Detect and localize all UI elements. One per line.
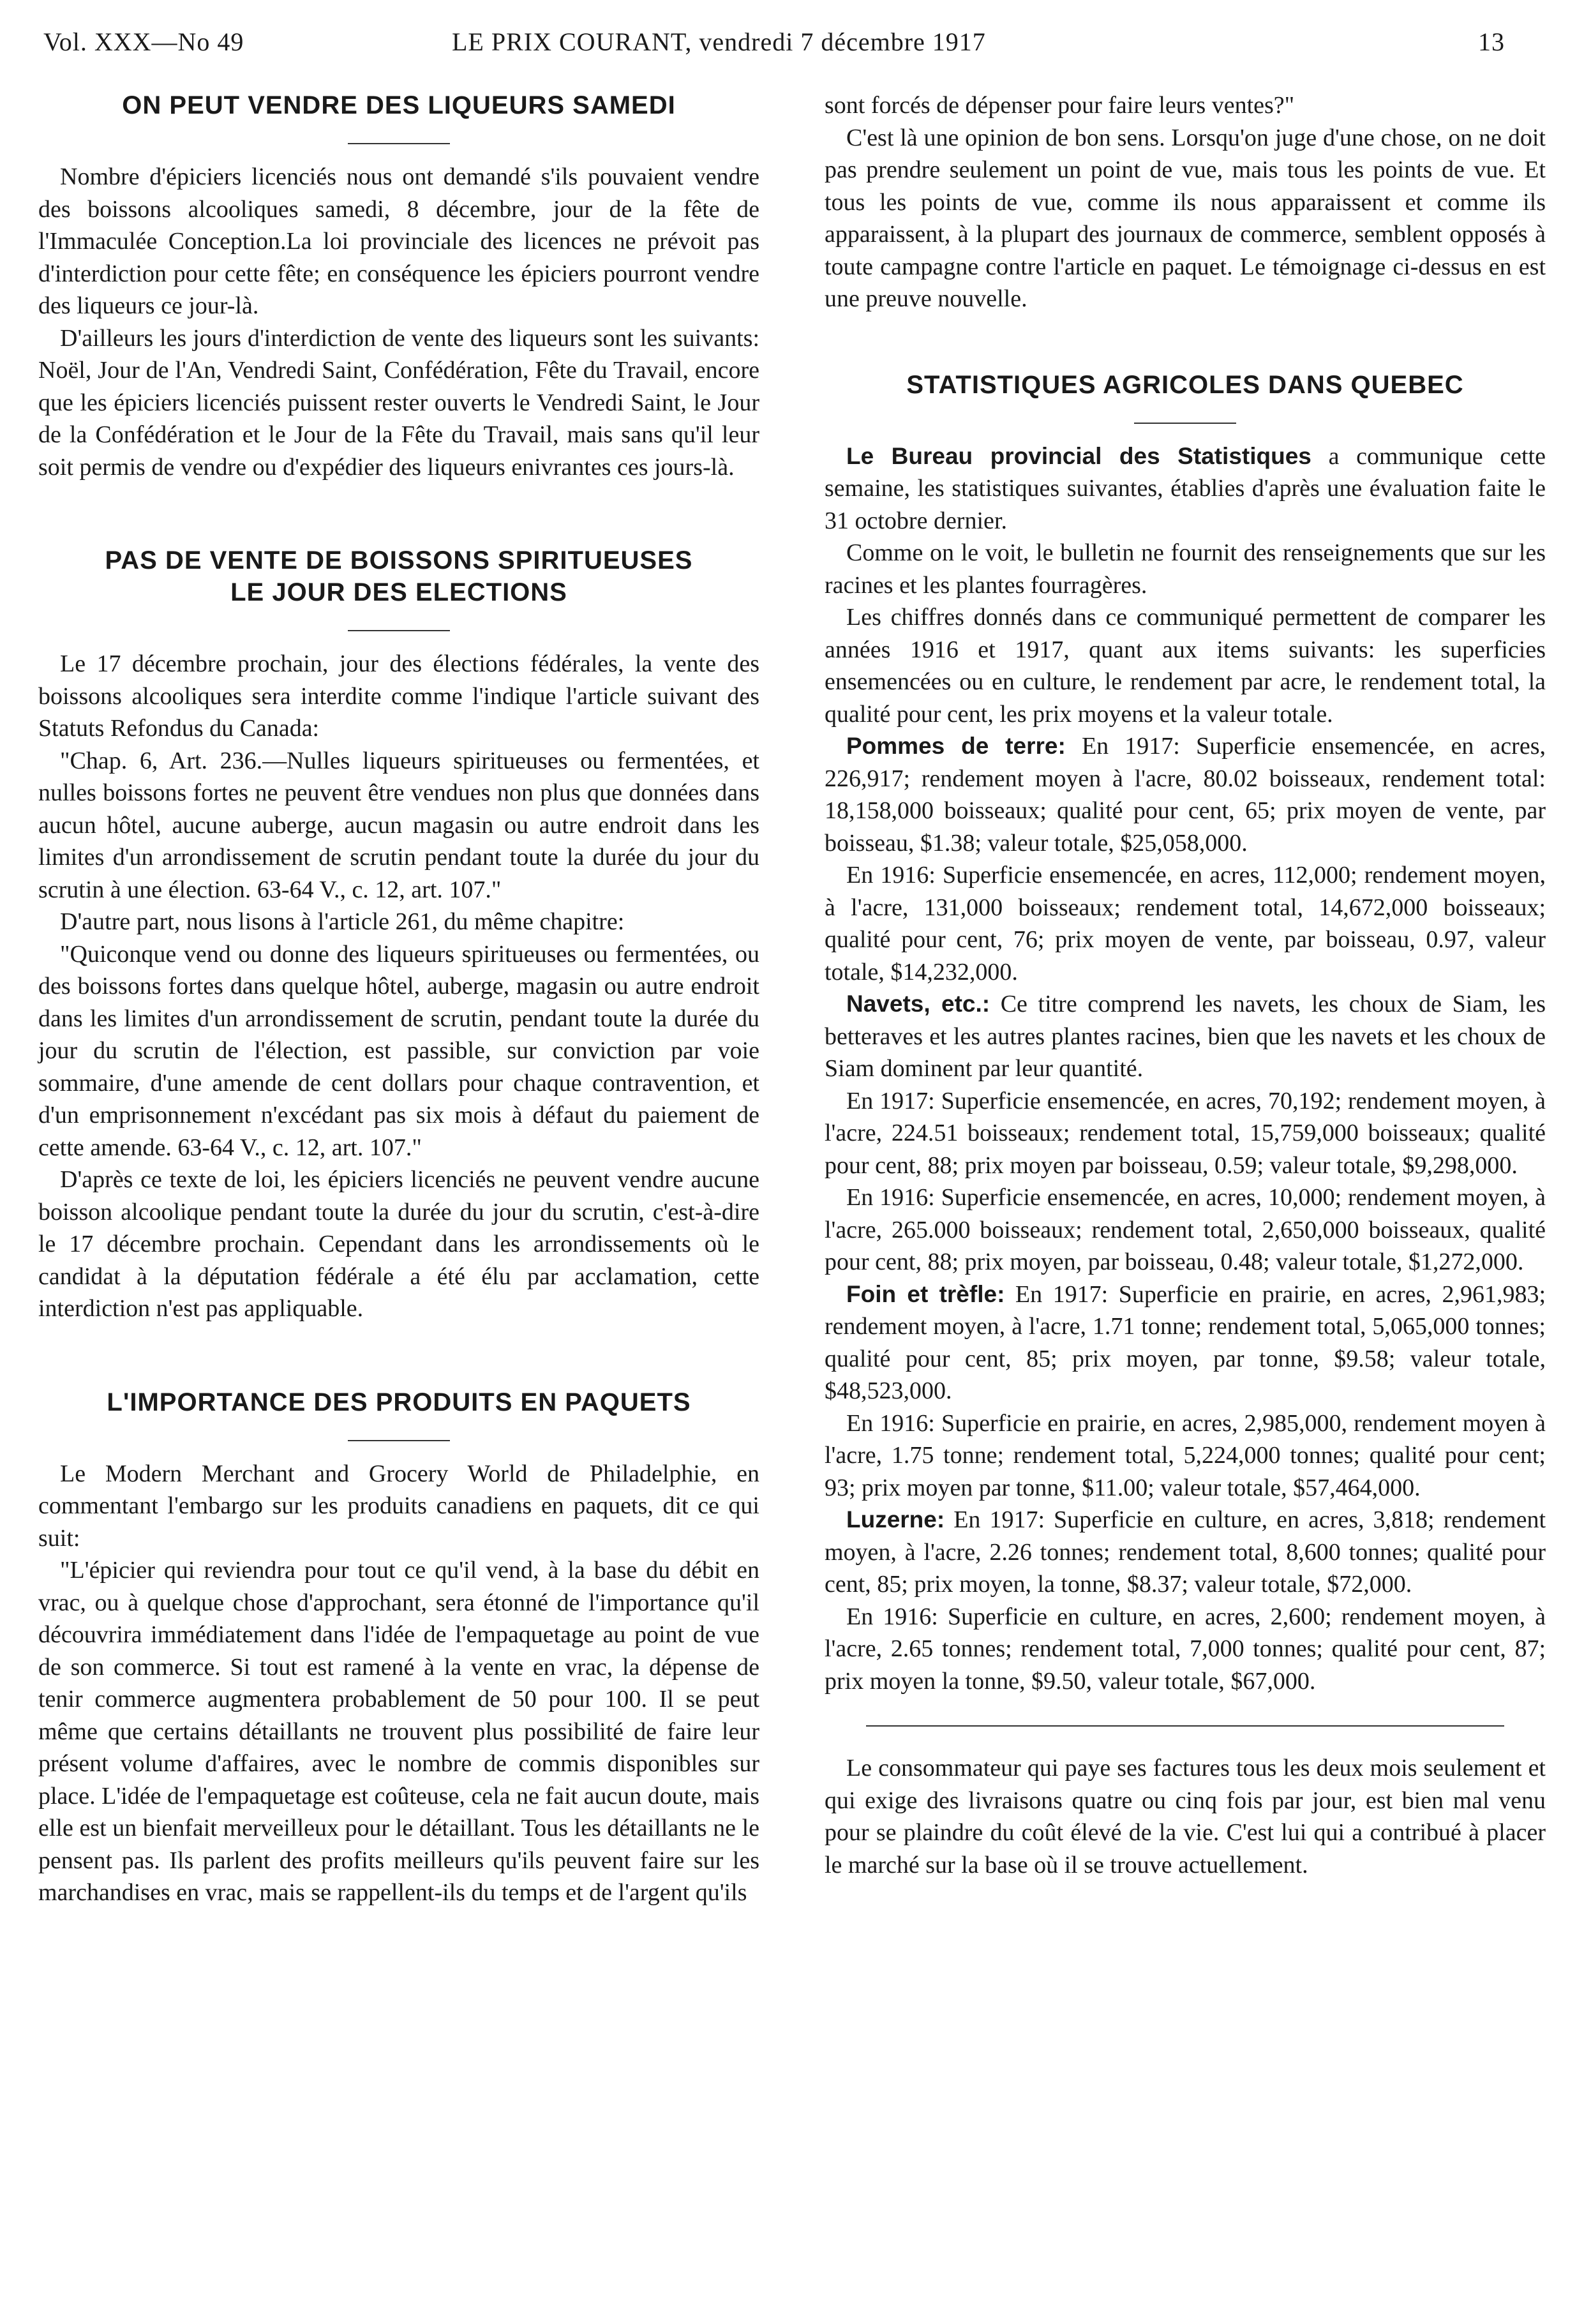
article-title	[38, 544, 759, 608]
article-produits-paquets	[38, 1386, 759, 1909]
paragraph: Comme on le voit, le bulletin ne fournit des renseignements que sur les racines et les plantes fourragères.	[825, 539, 1546, 599]
paragraph: D'autre part, nous lisons à l'article 261, du même chapitre:	[60, 908, 625, 935]
paragraph: Nombre d'épiciers licenciés nous ont demandé s'ils pouvaient vendre des boissons alcooliques samedi, 8 décembre, jour de la fête de l'Immaculée Conception.La loi provinciale des licences ne prévoit pas d'interdiction pour cette fête; en conséquence les épiciers pourront vendre des liqueurs ce jour-là.	[38, 163, 759, 319]
paragraph: D'après ce texte de loi, les épiciers licenciés ne peuvent vendre aucune boisson alcoolique pendant toute la durée du jour du scrutin, c'est-à-dire le 17 décembre prochain. Cependant dans les arrondissements où le candidat à la députation fédérale a été élu par acclamation, cette interdiction n'est pas appliquable.	[38, 1166, 759, 1322]
section-lead: Navets, etc.:	[846, 991, 990, 1017]
paragraph: D'ailleurs les jours d'interdiction de vente des liqueurs sont les suivants: Noël, Jour de l'An, Vendredi Saint, Confédération, Fête du Travail, encore que les épiciers licenciés puissent rester ouverts le Vendredi Saint, le Jour de la Confédération et le Jour de la Fête du Travail, mais sans qu'il leur soit permis de vendre ou d'expédier des liqueurs enivrantes ces jours-là.	[38, 324, 759, 481]
continuation-paragraph: sont forcés de dépenser pour faire leurs ventes?"	[825, 92, 1295, 119]
paragraph: C'est là une opinion de bon sens. Lorsqu'on juge d'une chose, on ne doit pas prendre seulement un point de vue, mais tous les points de vue. Et tous les points de vue, comme ils nous apparaissent et comme ils apparaissent, à la plupart des journaux de commerce, semblent opposés à toute campagne contre l'article en paquet. Le témoignage ci-dessus en est une preuve nouvelle.	[825, 124, 1546, 312]
paragraph: Le 17 décembre prochain, jour des élections fédérales, la vente des boissons alcooliques sera interdite comme l'indique l'article suivant des Statuts Refondus du Canada:	[38, 650, 759, 742]
stat-paragraph: En 1917: Superficie ensemencée, en acres, 70,192; rendement moyen, à l'acre, 224.51 boisseaux; rendement total, 15,759,000 boisseaux; qualité pour cent, 88; prix moyen par boisseau, 0.59; valeur totale, $9,298,000.	[825, 1087, 1546, 1179]
article-title: L'IMPORTANCE DES PRODUITS EN PAQUETS	[107, 1388, 691, 1416]
paragraph: Le Modern Merchant and Grocery World de Philadelphie, en commentant l'embargo sur les produits canadiens en paquets, dit ce qui suit:	[38, 1460, 759, 1552]
article-title-line-2: LE JOUR DES ELECTIONS	[230, 578, 567, 606]
divider	[866, 1725, 1504, 1727]
left-column	[38, 89, 759, 1909]
stat-paragraph: Foin et trèfle: En 1917: Superficie en prairie, en acres, 2,961,983; rendement moyen, à l'acre, 1.71 tonne; rendement total, 5,065,000 tonnes; qualité pour cent, 85; prix moyen, par tonne, $9.58; valeur totale, $48,523,000.	[825, 1280, 1546, 1404]
paragraph: Le Bureau provincial des Statistiques a communique cette semaine, les statistiques suivantes, établies d'après une évaluation faite le 31 octobre dernier.	[825, 442, 1546, 534]
stat-paragraph: En 1916: Superficie ensemencée, en acres, 112,000; rendement moyen, à l'acre, 131,000 boisseaux; rendement total, 14,672,000 boisseaux; qualité pour cent, 76; prix moyen de vente, par boisseau, 0.97, valeur totale, $14,232,000.	[825, 862, 1546, 986]
stat-paragraph: En 1916: Superficie en prairie, en acres, 2,985,000, rendement moyen à l'acre, 1.75 tonne; rendement total, 5,224,000 tonnes; qualité pour cent; 93; prix moyen par tonne, $11.00; valeur totale, $57,464,000.	[825, 1409, 1546, 1501]
section-lead: Luzerne:	[846, 1506, 945, 1533]
stat-paragraph: Pommes de terre: En 1917: Superficie ensemencée, en acres, 226,917; rendement moyen à l'acre, 80.02 boisseaux, rendement total: 18,158,000 boisseaux; qualité pour cent, 65; prix moyen de vente, par boisseau, $1.38; valeur totale, $25,058,000.	[825, 733, 1546, 857]
right-column	[825, 89, 1546, 1881]
stat-paragraph: En 1916: Superficie en culture, en acres, 2,600; rendement moyen, à l'acre, 2.65 tonnes; rendement total, 7,000 tonnes; qualité pour cent, 87; prix moyen la tonne, $9.50, valeur totale, $67,000.	[825, 1603, 1546, 1695]
stat-paragraph: Luzerne: En 1917: Superficie en culture, en acres, 3,818; rendement moyen, à l'acre, 2.26 tonnes; rendement total, 8,600 tonnes; qualité pour cent, 85; prix moyen, la tonne, $8.37; valeur totale, $72,000.	[825, 1506, 1546, 1598]
article-title-line-1: PAS DE VENTE DE BOISSONS SPIRITUEUSES	[105, 546, 693, 574]
closing-paragraph: Le consommateur qui paye ses factures tous les deux mois seulement et qui exige des livraisons quatre ou cinq fois par jour, est bien mal venu pour se plaindre du coût élevé de la vie. C'est lui qui a contribué à placer le marché sur la base où il se trouve actuellement.	[825, 1755, 1546, 1878]
stat-paragraph: En 1916: Superficie ensemencée, en acres, 10,000; rendement moyen, à l'acre, 265.000 boisseaux; rendement total, 2,650,000 boisseaux, qualité pour cent, 88; prix moyen, par boisseau, 0.48; valeur totale, $1,272,000.	[825, 1184, 1546, 1275]
publication-date: LE PRIX COURANT, vendredi 7 décembre 1917	[452, 27, 986, 56]
article-title: ON PEUT VENDRE DES LIQUEURS SAMEDI	[122, 91, 676, 119]
article-elections	[38, 544, 759, 1325]
paragraph: Les chiffres donnés dans ce communiqué permettent de comparer les années 1916 et 1917, quant aux items suivants: les superficies ensemencées ou en culture, le rendement par acre, le rendement total, la qualité pour cent, les prix moyens et la valeur totale.	[825, 604, 1546, 728]
divider	[348, 1440, 450, 1441]
divider	[348, 143, 450, 144]
lead-in: Le Bureau provincial des Statistiques	[846, 442, 1311, 469]
section-lead: Pommes de terre:	[846, 733, 1066, 759]
divider	[348, 630, 450, 631]
page-number: 13	[1478, 27, 1505, 56]
quotation: "Quiconque vend ou donne des liqueurs spiritueuses ou fermentées, ou des boissons fortes dans quelque hôtel, auberge, magasin ou autre endroit dans les limites d'un arrondissement de scrutin, pendant toute la durée du jour du scrutin de l'élection, est passible, sur conviction par voie sommaire, d'une amende de cent dollars pour chaque contravention, et d'un emprisonnement n'excédant pas six mois à défaut du paiement de cette amende. 63-64 V., c. 12, art. 107."	[38, 940, 759, 1161]
divider	[1134, 423, 1236, 424]
page-header	[43, 27, 1505, 71]
volume-number: Vol. XXX—No 49	[43, 27, 244, 56]
quotation: "L'épicier qui reviendra pour tout ce qu'il vend, à la base du débit en vrac, ou à quelque chose d'approchant, sera étonné de l'importance qu'il découvrira immédiatement dans l'idée de l'empaquetage au point de vue de son commerce. Si tout est ramené à la vente en vrac, la dépense de tenir commerce augmentera probablement de 50 pour 100. Il se peut même que certains détaillants ne trouvent plus possibilité de faire leur présent volume d'affaires, avec le nombre de commis disponibles sur place. L'idée de l'empaquetage est coûteuse, cela ne fait aucun doute, mais elle est un bienfait merveilleux pour le détaillant. Tous les détaillants ne le pensent pas. Ils parlent des profits meilleurs qu'ils peuvent faire sur les marchandises en vrac, mais se rappellent-ils du temps et de l'argent qu'ils	[38, 1557, 759, 1906]
section-lead: Foin et trèfle:	[846, 1280, 1005, 1307]
article-title: STATISTIQUES AGRICOLES DANS QUEBEC	[906, 370, 1464, 399]
stat-paragraph: Navets, etc.: Ce titre comprend les navets, les choux de Siam, les betteraves et les autres plantes racines, bien que les navets et les choux de Siam dominent par leur quantité.	[825, 991, 1546, 1082]
article-liqueurs-samedi	[38, 89, 759, 483]
quotation: "Chap. 6, Art. 236.—Nulles liqueurs spiritueuses ou fermentées, et nulles boissons fortes ne peuvent être vendues non plus que données dans aucun hôtel, aucune auberge, aucun magasin ou autre endroit dans les limites d'un arrondissement de scrutin pendant toute la durée du jour du scrutin à une élection. 63-64 V., c. 12, art. 107."	[38, 747, 759, 903]
article-statistiques-agricoles	[825, 369, 1546, 1698]
